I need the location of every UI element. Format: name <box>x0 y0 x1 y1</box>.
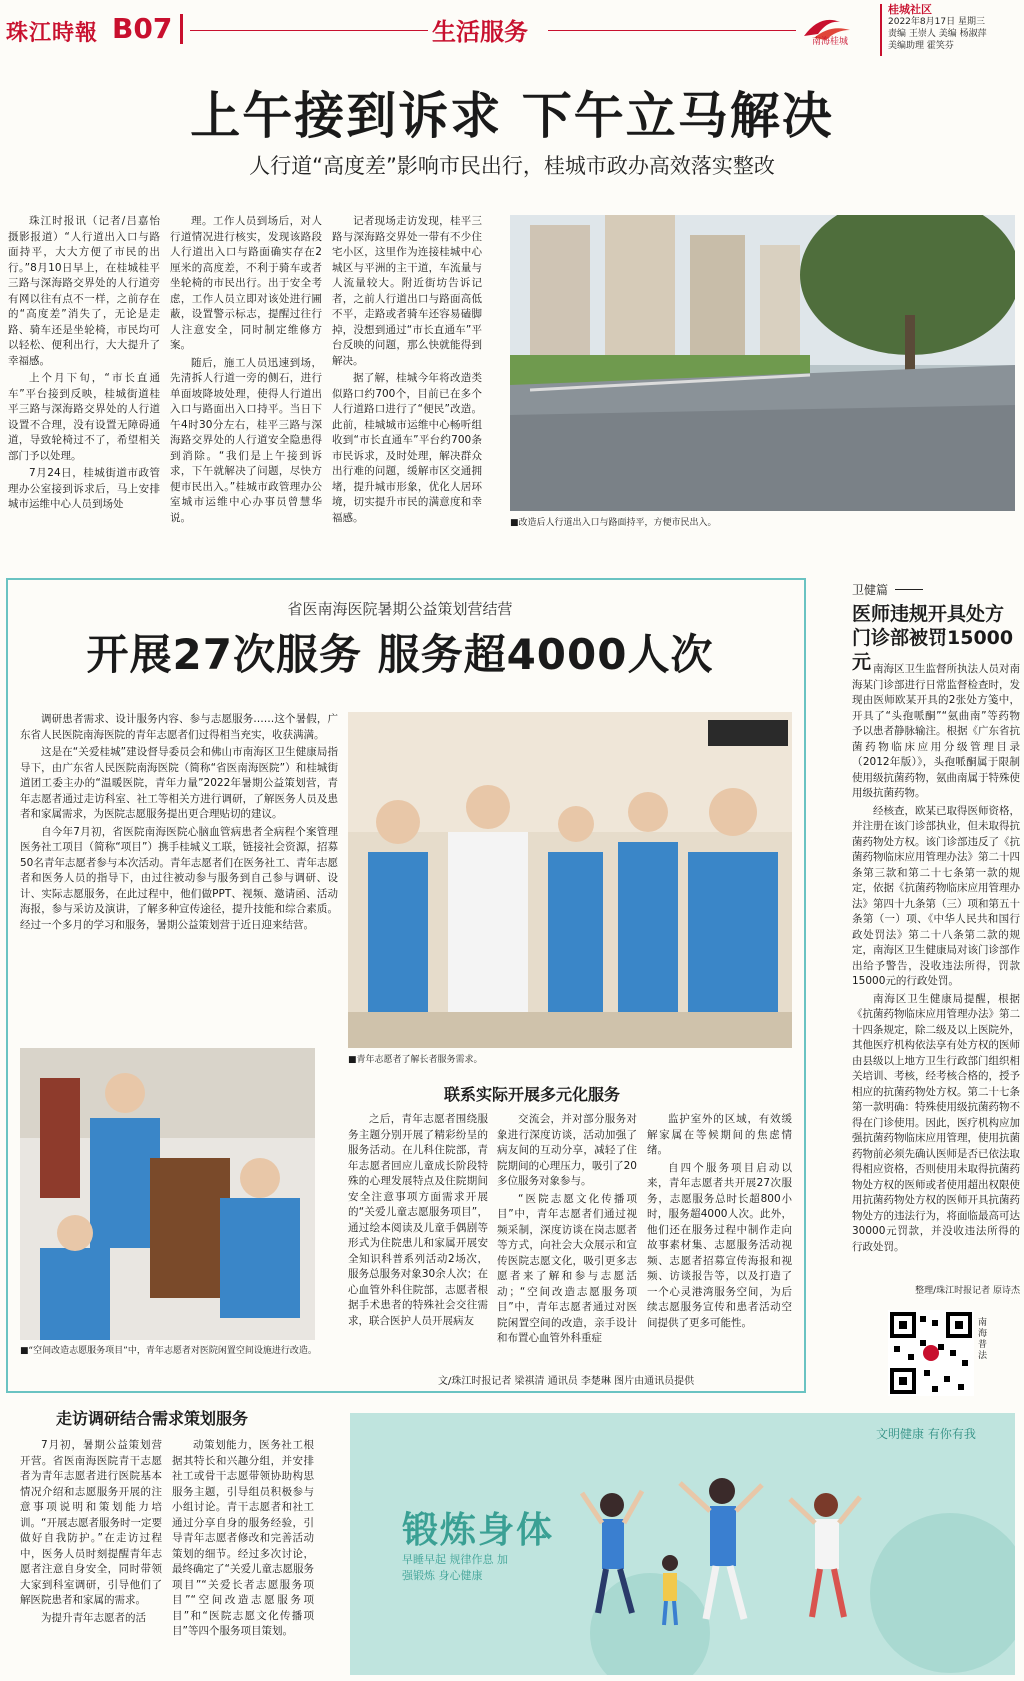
paragraph: 为提升青年志愿者的活 <box>41 1611 146 1624</box>
poster-subtitle: 早睡早起 规律作息 加强锻炼 身心健康 <box>402 1553 508 1582</box>
space-renovation-photo <box>20 1048 315 1340</box>
assistant-line: 美编助理 霍笑芬 <box>888 41 954 51</box>
section-rule-right <box>548 30 796 31</box>
paragraph: 据了解，桂城今年将改造类似路口约700个，目前已在多个人行道路口进行了“便民”改造。此前，桂城城市运维中心畅听组收到“市长直通车”平台约700条市民诉求，及时处理，解决群众出行难的问题，缓解市区交通拥堵，提升城市形象，优化人居环境，切实提升市民的满意度和幸福感。 <box>332 372 482 524</box>
story2-intro <box>20 712 338 935</box>
qr-label: 南海普法 <box>978 1318 988 1361</box>
paragraph: 自今年7月初，省医院南海医院心脑血管病患者全病程个案管理医务社工项目（简称“项目”）携手桂城义工联，链接社会资源，招募50名青年志愿者参与本次活动。青年志愿者们在医务社工、青年志愿者和医务人员的指导下，由过往被动参与服务到自己参与调研、设计、实际志愿服务，在此过程中，他们做PPT、视频、邀请函、活动海报，参与采访及演讲，了解多种宣传途径，提升技能和综合素质。经过一个多月的学习和服务，暑期公益策划营于近日迎来结营。 <box>20 825 338 931</box>
story2-kicker: 省医南海医院暑期公益策划营结营 <box>287 600 513 618</box>
section2-column-1 <box>348 1112 488 1331</box>
paragraph: 南海区卫生监督所执法人员对南海某门诊部进行日常监督检查时，发现由医师欧某开具的2张处方笺中，开具了“头孢哌酮”“氨曲南”等药物予以患者静脉输注。根据《广东省抗菌药物临床应用分级管理目录（2012年版）》，头孢哌酮属于限制使用级抗菌药物，氨曲南属于特殊使用级抗菌药物。 <box>852 663 1020 799</box>
sidebar-headline: 医师违规开具处方 门诊部被罚15000元 <box>852 603 1014 673</box>
paragraph: 调研患者需求、设计服务内容、参与志愿服务……这个暑假，广东省人民医院南海医院的青年志愿者们过得相当充实，收获满满。 <box>20 713 338 741</box>
poster-title: 锻炼身体 <box>402 1510 555 1551</box>
column-name: 桂城社区 <box>888 3 932 16</box>
story2-headline: 开展27次服务 服务超4000人次 <box>86 630 714 679</box>
issue-date: 2022年8月17日 星期三 <box>888 17 985 27</box>
photo1-caption: ■改造后人行道出入口与路面持平，方便市民出入。 <box>510 518 717 528</box>
story2-byline: 文/珠江时报记者 梁祺清 通讯员 李楚琳 图片由通讯员提供 <box>438 1376 695 1387</box>
paragraph: 动策划能力，医务社工根据其特长和兴趣分组，并安排社工或骨干志愿带领协助构思服务主题，引导组员积极参与小组讨论。青干志愿者和社工通过分享自身的服务经验，引导青年志愿者修改和完善活动策划的细节。经过多次讨论，最终确定了“关爱儿童志愿服务项目”“关爱长者志愿服务项目”“空间改造志愿服务项目”和“医院志愿文化传播项目”等四个服务项目策划。 <box>172 1439 314 1637</box>
paragraph: 自四个服务项目启动以来，青年志愿者共开展27次服务，志愿服务总时长超800小时，服务超4000人次。此外，他们还在服务过程中制作走向故事素材集、志愿服务活动视频、志愿者招募宣传海报和视频、访谈报告等，以及打造了一个心灵港湾服务空间，为后续志愿服务宣传和患者活动空间提供了更多可能性。 <box>647 1161 792 1329</box>
story1-column-2 <box>170 214 322 528</box>
paragraph: 7月初，暑期公益策划营开营。省医南海医院青干志愿者为青年志愿者进行医院基本情况介绍和志愿服务开展的注意事项说明和策划能力培训。“开展志愿者服务时一定要做好自我防护。”在走访过程中，医务人员时刻提醒青年志愿者注意自身安全，同时带领大家到科室调研，引导他们了解医院患者和家属的需求。 <box>20 1439 162 1606</box>
section-title: 生活服务 <box>432 18 528 46</box>
paragraph: 这是在“关爱桂城”建设督导委员会和佛山市南海区卫生健康局指导下，由广东省人民医院南海医院（简称“省医南海医院”）和桂城街道团工委主办的“温暖医院，青年力量”2022年暑期公益策划营，青年志愿者通过走访科室、社工等相关方进行调研，了解医务人员及患者和家属需求，为医院志愿服务提出更合理贴切的建议。 <box>20 746 338 820</box>
paragraph: 7月24日，桂城街道市政管理办公室接到诉求后，马上安排城市运维中心人员到场处 <box>8 467 160 510</box>
sidebar-kicker: 卫健篇 <box>852 583 889 597</box>
section-rule-left <box>190 30 428 31</box>
issue-info <box>880 4 1022 56</box>
section2-column-3 <box>647 1112 792 1333</box>
masthead-divider <box>180 14 183 44</box>
story1-subheadline: 人行道“高度差”影响市民出行，桂城市政办高效落实整改 <box>249 154 775 178</box>
sidebar-signature: 整理/珠江时报记者 原诗杰 <box>915 1286 1020 1296</box>
story1-headline: 上午接到诉求 下午立马解决 <box>190 87 834 145</box>
paragraph: 上个月下旬，“市长直通车”平台接到反映，桂城街道桂平三路与深海路交界处的人行道设置不合理，没有设置无障碍通道，导致轮椅过不了，希望相关部门予以处理。 <box>8 372 160 462</box>
paragraph: 监护室外的区域，有效缓解家属在等候期间的焦虑情绪。 <box>647 1113 792 1156</box>
story1-column-3 <box>332 214 482 528</box>
paragraph: 南海区卫生健康局提醒，根据《抗菌药物临床应用管理办法》第二十四条规定，除二级及以上医院外，其他医疗机构依法享有处方权的医师由县级以上地方卫生行政部门组织相关培训、考核，经考核合格的，授予相应的抗菌药物处方权。第二十七条第一款明确：特殊使用级抗菌药物不得在门诊使用。因此，医疗机构应加强抗菌药物临床应用管理，使用抗菌药物前必须先确认医师是否已依法取得相应资格，否则使用未取得抗菌药物处方权的医师或者使用超出权限使用抗菌药物处方权的医师开具抗菌药物处方的违法行为，将面临最高可达30000元罚款，并没收违法所得的行政处罚。 <box>852 992 1020 1253</box>
poster-slogan: 文明健康 有你有我 <box>876 1427 976 1441</box>
volunteers-photo <box>348 712 792 1048</box>
paragraph: 珠江时报讯（记者/吕嘉怡 摄影报道）“人行道出入口与路面持平，大大方便了市民的出行。”8月10日早上，在桂城桂平三路与深海路交界处的人行道旁有网以往有点不一样，之前存在的“高度差”消失了，无论是走路、骑车还是坐轮椅，市民均可以轻松、便利出行，大大提升了幸福感。 <box>8 215 160 367</box>
sidewalk-photo <box>510 215 1015 511</box>
paragraph: 理。工作人员到场后，对人行道情况进行核实，发现该路段人行道出入口与路面确实存在2厘米的高度差，不利于骑车或者坐轮椅的市民出行。出于安全考虑，工作人员立即对该处进行圃蔽，设置警示标志，提醒过往行人注意安全，同时制定维修方案。 <box>170 215 322 351</box>
section2-title: 联系实际开展多元化服务 <box>444 1085 621 1104</box>
photo2-caption: ■青年志愿者了解长者服务需求。 <box>348 1055 483 1065</box>
section2-column-2 <box>497 1112 637 1349</box>
paragraph: 随后，施工人员迅速到场，先清拆人行道一旁的侧石，进行单面坡降坡处理，使得人行道出入口与路面出入口持平。当日下午4时30分左右，桂平三路与深海路交界处的人行道安全隐患得到消除。“我们是上午接到诉求，下午就解决了问题，尽快方便市民出入。”桂城市政管理办公室城市运维中心办事员曾慧华说。 <box>170 356 322 524</box>
masthead <box>0 0 1024 62</box>
qr-code-icon[interactable] <box>888 1310 974 1396</box>
page-number: B07 <box>112 12 173 45</box>
editor-line: 责编 王崇人 美编 杨淑萍 <box>888 29 987 39</box>
sidebar-body <box>852 662 1020 1257</box>
paragraph: 交流会，并对部分服务对象进行深度访谈，活动加强了病友间的互动分享，减轻了住院期间的心理压力，吸引了20多位服务对象参与。 <box>497 1113 637 1187</box>
paragraph: 之后，青年志愿者围绕服务主题分别开展了精彩纷呈的服务活动。在儿科住院部，青年志愿者回应儿童成长阶段特殊的心理发展特点及住院期间安全注意事项方面需求开展的“关爱儿童志愿服务项目”，通过绘本阅读及儿童手偶剧等形式为住院患儿和家属开展安全知识科普系列活动2场次，服务总服务对象30余人次；在心血管外科住院部，志愿者根据手术患者的特殊社会交往需求，联合医护人员开展病友 <box>348 1113 488 1327</box>
section3-title: 走访调研结合需求策划服务 <box>56 1409 249 1428</box>
sidebar-kicker-rule <box>895 589 923 590</box>
section3-column-2 <box>172 1438 314 1642</box>
paper-name: 珠江時報 <box>6 20 99 46</box>
paragraph: “医院志愿文化传播项目”中，青年志愿者们通过视频采制，深度访谈在岗志愿者等方式，向社会大众展示和宣传医院志愿文化，吸引更多志愿者来了解和参与志愿活动；“空间改造志愿服务项目”中，青年志愿者通过对医院闲置空间的改造，亲手设计和布置心血管外科重症 <box>497 1192 637 1344</box>
logo-text: 南海桂城 <box>812 37 849 47</box>
photo3-caption: ■“空间改造志愿服务项目”中，青年志愿者对医院闲置空间设施进行改造。 <box>20 1346 317 1356</box>
section3-column-1 <box>20 1438 162 1628</box>
paragraph: 记者现场走访发现，桂平三路与深海路交界处一带有不少住宅小区，这里作为连接桂城中心城区与平洲的主干道，车流量与人流量较大。附近街坊告诉记者，之前人行道出口与路面高低不平，走路或者骑车还容易磕脚掉，没想到通过“市长直通车”平台反映的问题，那么快就能得到解决。 <box>332 215 482 367</box>
story1-column-1 <box>8 214 160 515</box>
paragraph: 经核查，欧某已取得医师资格，并注册在该门诊部执业，但未取得抗菌药物处方权。该门诊部违反了《抗菌药物临床应用管理办法》第二十四条第三款和第二十七条第一款的规定，依据《抗菌药物临床应用管理办法》第四十九条第（三）项和第五十条第（一）项、《中华人民共和国行政处罚法》第二十八条第二款的规定，南海区卫生健康局对该门诊部作出给予警告，没收违法所得，罚款15000元的行政处罚。 <box>852 804 1020 987</box>
